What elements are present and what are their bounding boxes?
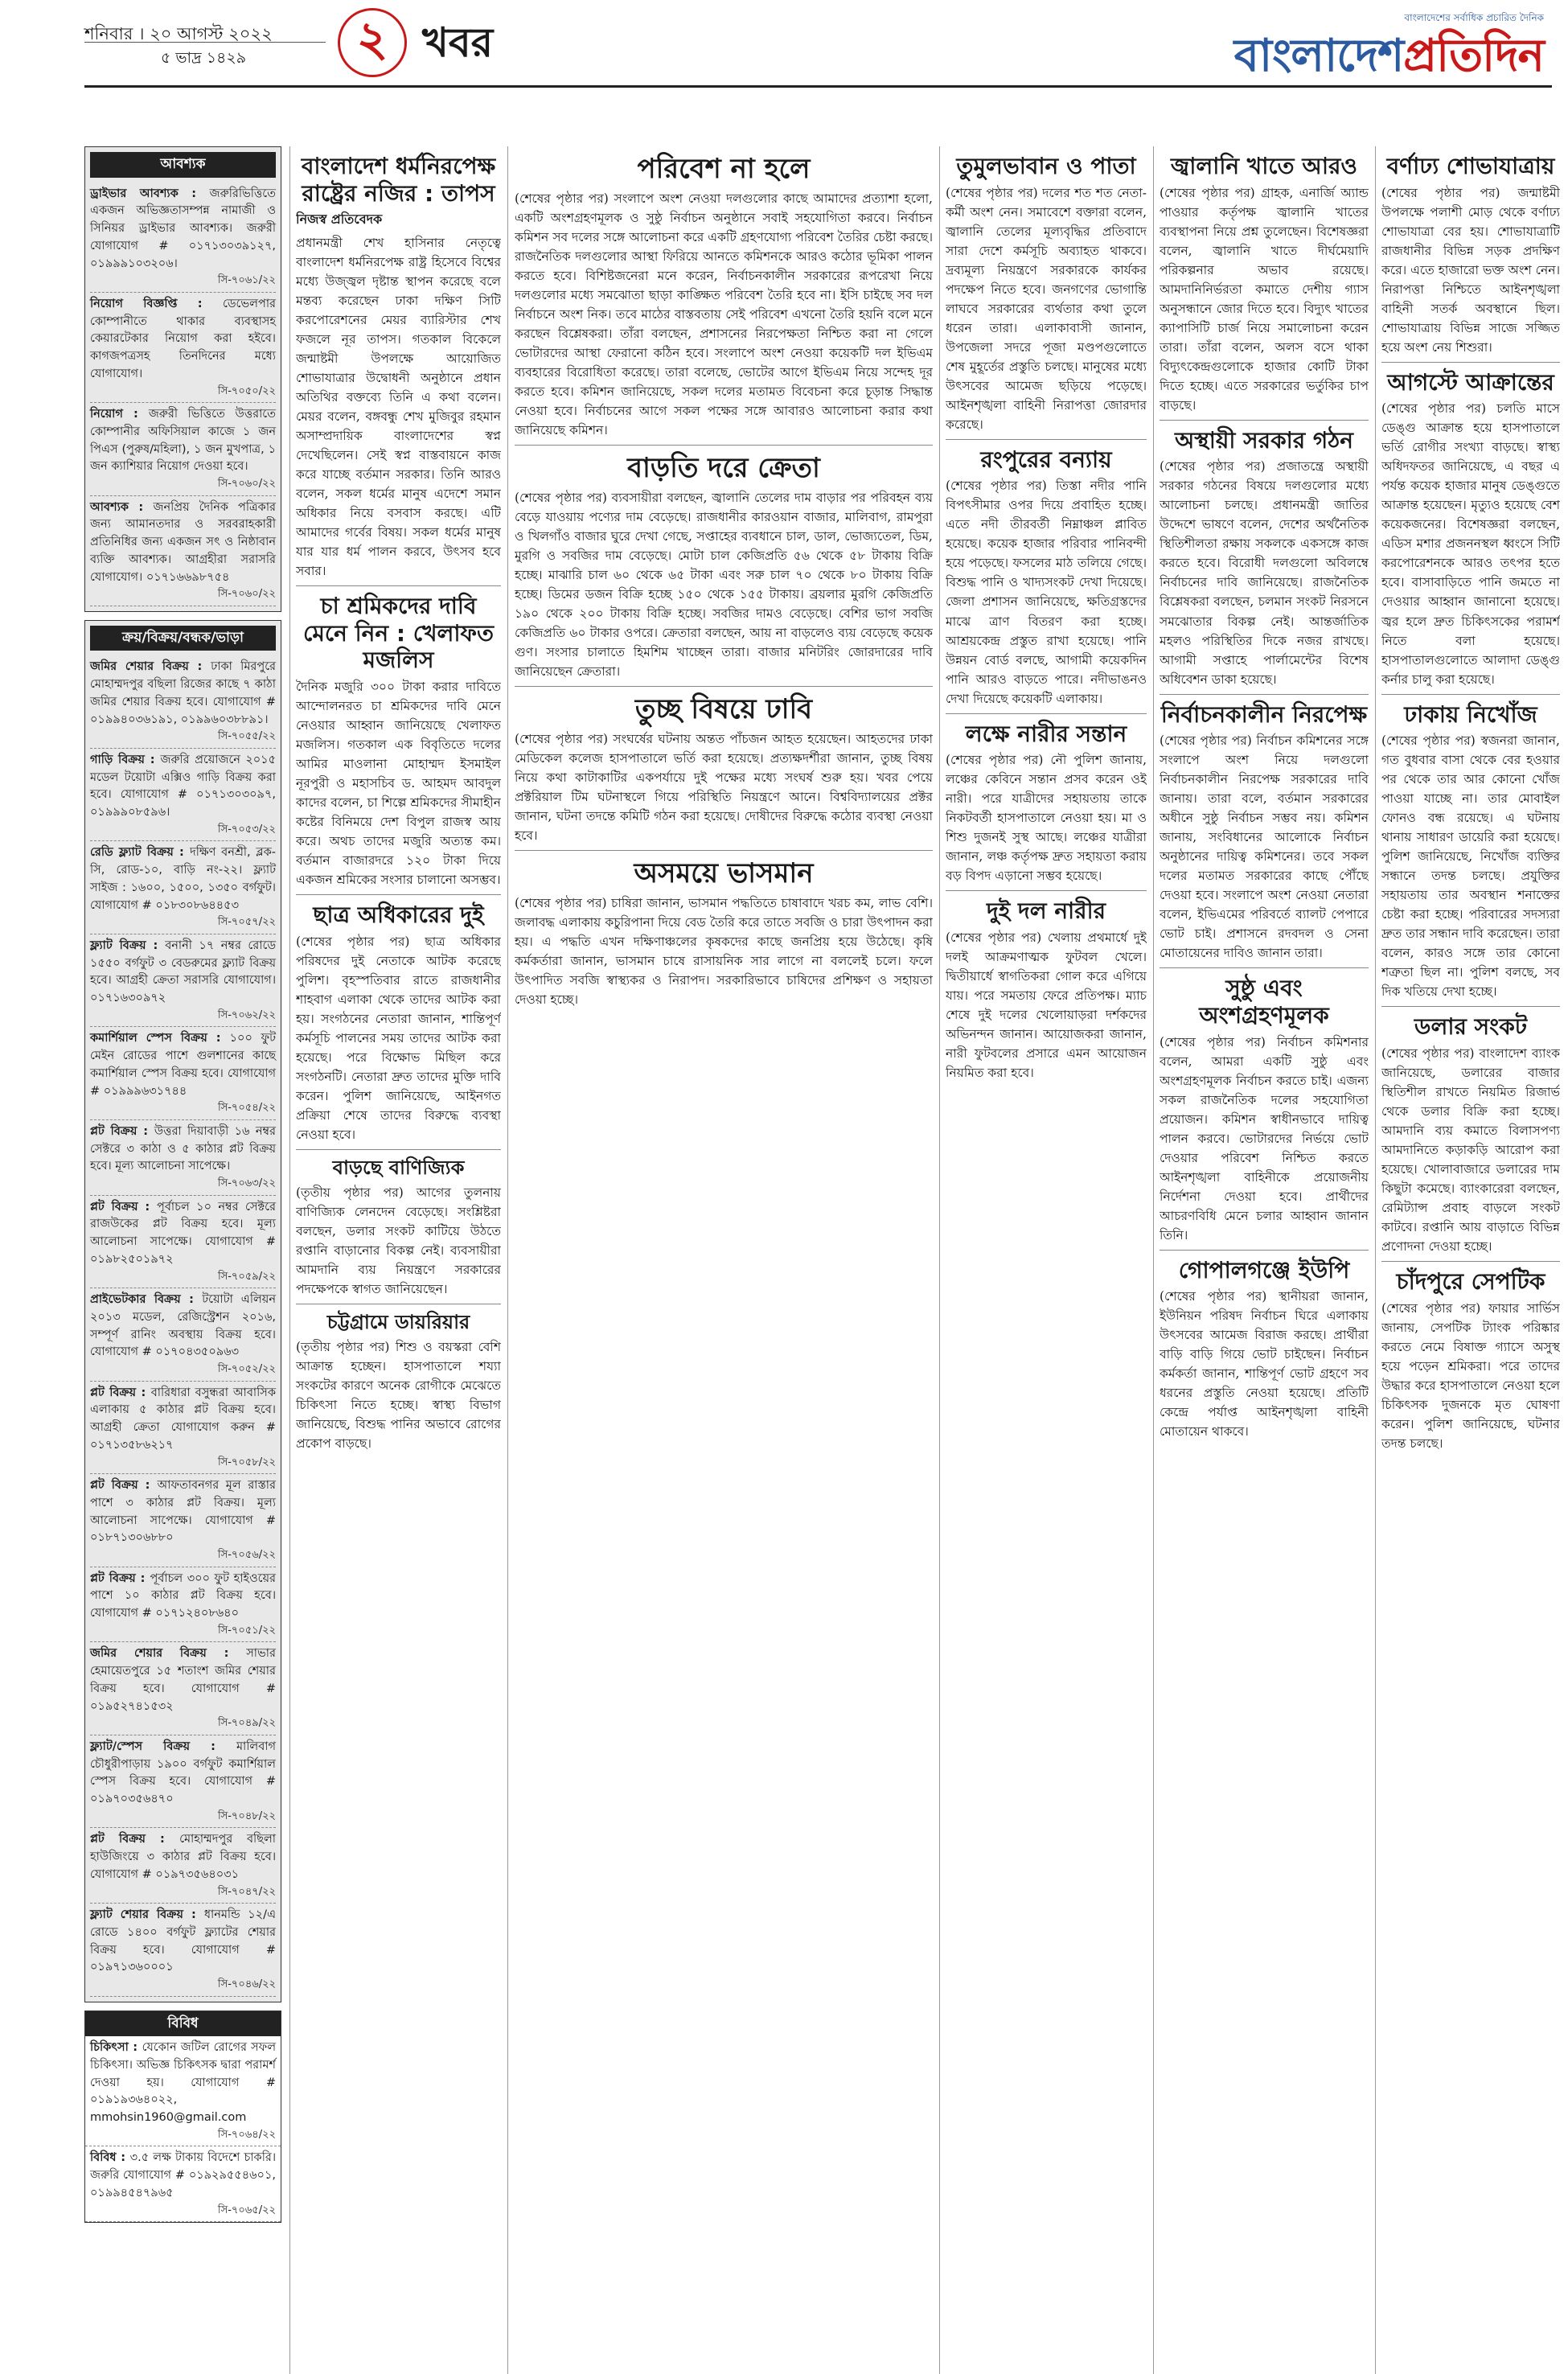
article-body: (শেষের পৃষ্ঠার পর) ব্যবসায়ীরা বলছেন, জ্বালানি তেলের দাম বাড়ার পর পরিবহন ব্যয় বেড়ে যাওয়ায় পণ্যের দাম বেড়েছে। রাজধানীর কারওয়ান বাজার, মালিবাগ, রামপুরা ও খিলগাঁও বাজার ঘুরে দেখা গেছে, সপ্তাহের ব্যবধানে চাল, ডাল, ভোজ্যতেল, ডিম, মুরগি ও সবজির দাম বেড়েছে। মোটা চাল কেজিপ্রতি ৫৬ থেকে ৫৮ টাকায় বিক্রি হচ্ছে। মাঝারি চাল ৬০ থেকে ৬৫ টাকা এবং সরু চাল ৭০ থেকে ৮০ টাকায় বিক্রি হচ্ছে। ডিমের ডজন বিক্রি হচ্ছে ১৫০ থেকে ১৫৫ টাকায়। ব্রয়লার মুরগি কেজিপ্রতি ১৯০ থেকে ২০০ টাকায় বিক্রি হচ্ছে। সবজির দামও বেড়েছে। বেশির ভাগ সবজি কেজিপ্রতি ৬০ টাকার ওপরে। ক্রেতারা বলছেন, আয় না বাড়লেও ব্যয় বেড়েছে কয়েক গুণ। সংসার চালাতে হিমশিম খাচ্ছেন তারা। বাজার মনিটরিং জোরদারের দাবি জানিয়েছেন ক্রেতারা। [515, 490, 933, 679]
ad-heading: ফ্ল্যাট শেয়ার বিক্রয় : [90, 1908, 204, 1921]
article-body: (শেষের পৃষ্ঠার পর) নির্বাচন কমিশনের সঙ্গে সংলাপে অংশ নিয়ে দলগুলো নির্বাচনকালীন নিরপেক্ষ সরকারের দাবি জানায়। তারা বলে, বর্তমান সরকারের অধীনে সুষ্ঠু নির্বাচন সম্ভব নয়। কমিশন জানায়, সংবিধানের আলোকে নির্বাচন অনুষ্ঠানের দায়িত্ব কমিশনের। তবে সকল দলের মতামত সরকারের কাছে পৌঁছে দেওয়া হবে। সংলাপে অংশ নেওয়া নেতারা বলেন, ইভিএমের পরিবর্তে ব্যালট পেপারে ভোট চাই। প্রশাসনে রদবদল ও সেনা মোতায়েনের দাবিও জানান তারা। [1160, 733, 1369, 961]
classified-ad [90, 496, 276, 606]
ad-heading: প্লট বিক্রয় : [90, 1479, 158, 1492]
ad-text: ধানমন্ডি ১২/এ রোডে ১৪০০ বর্গফুট ফ্ল্যাটের শেয়ার বিক্রয় হবে। যোগাযোগ # ০১৯৭১৩৬০০০১ [90, 1908, 277, 1974]
ad-code: সি-৭০৫৮/২২ [217, 1456, 276, 1468]
classified-ad [90, 655, 276, 749]
ad-code: সি-৭০৫১/২২ [217, 1624, 276, 1637]
classified-ad [90, 749, 276, 842]
ad-text: মালিবাগ চৌধুরীপাড়ায় ১৯০০ বর্গফুট কমার্শিয়াল স্পেস বিক্রয় হবে। যোগাযোগ # ০১৯৭০৩৫৬৪৭০ [90, 1739, 276, 1805]
classified-section-misc [84, 2011, 281, 2224]
ad-code: সি-৭০৬০/২২ [217, 588, 276, 601]
ad-text: জরুরী ভিত্তিতে উত্তরাতে কোম্পানীর অফিসিয়াল কাজে ১ জন পিএস (পুরুষ/মহিলা), ১ জন মুখপাত্র, ১ জন ক্যাশিয়ার নিয়োগ দেওয়া হবে। [90, 408, 277, 474]
ad-code: সি-৭০৬৫/২২ [217, 2204, 276, 2216]
column-divider [1153, 146, 1154, 2374]
page-number: ২ [338, 8, 407, 77]
ad-heading: চিকিৎসা : [90, 2041, 142, 2054]
column-divider [939, 146, 940, 2374]
headline-buyers: বাড়তি দরে ক্রেতা [627, 452, 820, 484]
ad-heading: নিয়োগ বিজ্ঞপ্তি : [90, 297, 223, 310]
article-body: (তৃতীয় পৃষ্ঠার পর) শিশু ও বয়স্করা বেশি আক্রান্ত হচ্ছেন। হাসপাতালে শয্যা সংকটের কারণে অনেক রোগীকে মেঝেতে চিকিৎসা নিতে হচ্ছে। স্বাস্থ্য বিভাগ জানিয়েছে, বিশুদ্ধ পানির অভাবে রোগের প্রকোপ বাড়ছে। [296, 1339, 501, 1451]
headline-floating-farming: অসময়ে ভাসমান [634, 856, 814, 889]
ad-heading: গাড়ি বিক্রয় : [90, 753, 161, 766]
ad-text: বনানী ১৭ নম্বর রোডে ১৫৫০ বর্গফুট ৩ বেডরুমের ফ্ল্যাট বিক্রয় হবে। আগ্রহী ক্রেতা সরাসরি যোগাযোগ। ০১৭১৬৩০৯৭২ [90, 939, 276, 1004]
ad-code: সি-৭০৬২/২২ [217, 1008, 276, 1021]
byline: নিজস্ব প্রতিবেদক [296, 212, 383, 228]
column-divider [507, 146, 508, 2374]
article-body: (শেষের পৃষ্ঠার পর) ছাত্র অধিকার পরিষদের দুই নেতাকে আটক করেছে পুলিশ। বৃহস্পতিবার রাতে রাজধানীর শাহবাগ এলাকা থেকে তাদের আটক করা হয়। সংগঠনের নেতারা জানান, শান্তিপূর্ণ কর্মসূচি পালনের সময় তাদের আটক করা হয়েছে। পরে বিক্ষোভ মিছিল করে সংগঠনটি। নেতারা দ্রুত তাদের মুক্তি দাবি করেন। পুলিশ জানিয়েছে, আইনগত প্রক্রিয়া শেষে তাদের বিরুদ্ধে ব্যবস্থা নেওয়া হবে। [296, 934, 501, 1142]
ad-text: জনপ্রিয় দৈনিক পত্রিকার জন্য আমানতদার ও সরবরাহকারী প্রতিনিধির জন্য একজন সৎ ও নিষ্ঠাবান ব্যক্তি আবশ্যক। আগ্রহীরা সরাসরি যোগাযোগ। ০১৭১৬৬৯৮৭৫৪ [90, 500, 276, 584]
article-divider [296, 585, 501, 586]
ad-code: সি-৭০৫৯/২২ [217, 1270, 276, 1283]
ad-heading: প্লট বিক্রয় : [90, 1386, 151, 1399]
ad-heading: প্লট বিক্রয় : [90, 1200, 158, 1214]
classified-ad [90, 1196, 276, 1289]
article-body: (শেষের পৃষ্ঠার পর) তিস্তা নদীর পানি বিপৎসীমার ওপর দিয়ে প্রবাহিত হচ্ছে। এতে নদী তীরবর্তী নিম্নাঞ্চল প্লাবিত হয়েছে। কয়েক হাজার পরিবার পানিবন্দী হয়ে পড়েছে। ফসলের মাঠ তলিয়ে গেছে। বিশুদ্ধ পানি ও খাদ্যসংকট দেখা দিয়েছে। জেলা প্রশাসন জানিয়েছে, ক্ষতিগ্রস্তদের মাঝে ত্রাণ বিতরণ করা হচ্ছে। আশ্রয়কেন্দ্র প্রস্তুত রাখা হয়েছে। পানি উন্নয়ন বোর্ড বলছে, আগামী কয়েকদিন পানি আরও বাড়তে পারে। নদীভাঙনও দেখা দিয়েছে কয়েকটি এলাকায়। [946, 478, 1147, 706]
ad-text: টয়োটা এলিয়ন ২০১৩ মডেল, রেজিস্ট্রেশন ২০১৬, সম্পূর্ণ রানিং অবস্থায় বিক্রয় হবে। যোগাযোগ # ০১৭০৪৩৫০৯৬৩ [90, 1293, 276, 1359]
bangla-date-line: ৫ ভাদ্র ১৪২৯ [161, 49, 247, 67]
classified-ad [90, 403, 276, 496]
ad-heading: ড্রাইভার আবশ্যক : [90, 187, 210, 200]
article-body: (শেষের পৃষ্ঠার পর) চলতি মাসে ডেঙ্গু আক্রান্ত হয়ে হাসপাতালে ভর্তি রোগীর সংখ্যা বাড়ছে। স্বাস্থ্য অধিদফতর জানিয়েছে, এ বছর এ পর্যন্ত কয়েক হাজার মানুষ ডেঙ্গুতে আক্রান্ত হয়েছেন। মৃত্যুও হয়েছে বেশ কয়েকজনের। বিশেষজ্ঞরা বলছেন, এডিস মশার প্রজননস্থল ধ্বংসে সিটি করপোরেশনকে আরও তৎপর হতে হবে। বাসাবাড়িতে পানি জমতে না দেওয়ার আহ্বান জানানো হয়েছে। জ্বর হলে দ্রুত চিকিৎসকের পরামর্শ নিতে বলা হয়েছে। হাসপাতালগুলোতে আলাদা ডেঙ্গু কর্নার চালু করা হয়েছে। [1381, 401, 1560, 687]
column-divider [289, 146, 290, 2374]
classified-ad [90, 183, 276, 293]
headline-dollar-crisis: ডলার সংকট [1414, 1013, 1528, 1041]
ad-text: মোহাম্মদপুর বছিলা হাউজিংয়ে ৩ কাঠার প্লট বিক্রয় হবে। যোগাযোগ # ০১৯৭৩৫৬৪০৩১ [90, 1833, 276, 1881]
article-divider [1381, 362, 1560, 363]
ad-heading: জমির শেয়ার বিক্রয় : [90, 660, 211, 674]
classified-column [84, 146, 281, 2374]
ad-heading: প্লট বিক্রয় : [90, 1124, 154, 1138]
article-divider [946, 439, 1147, 440]
headline-fair-election: সুষ্ঠু এবং অংশগ্রহণমূলক [1199, 975, 1329, 1029]
ad-text: সাভার হেমায়েতপুরে ১৫ শতাংশ জমির শেয়ার বিক্রয় হবে। যোগাযোগ # ০১৯৫২৭৪১৫৩২ [90, 1647, 276, 1713]
ad-code: সি-৭০৫৭/২২ [217, 916, 276, 929]
ads-wanted-list [90, 183, 276, 606]
ad-heading: ফ্ল্যাট/স্পেস বিক্রয় : [90, 1739, 236, 1753]
classified-ad [90, 1120, 276, 1196]
ad-heading: প্লট বিক্রয় : [90, 1571, 150, 1585]
headline-tea-workers: চা শ্রমিকদের দাবি মেনে নিন : খেলাফত মজলিস [303, 593, 494, 674]
ad-heading: আবশ্যক : [90, 500, 154, 514]
headline-dhaka-missing: ঢাকায় নিখোঁজ [1404, 700, 1537, 728]
article-divider [296, 894, 501, 895]
ad-code: সি-৭০৪৭/২২ [217, 1885, 276, 1898]
classified-ad [85, 2146, 281, 2222]
article-body: (তৃতীয় পৃষ্ঠার পর) আগের তুলনায় বাণিজ্যিক লেনদেন বেড়েছে। সংশ্লিষ্টরা বলছেন, ডলার সংকট কাটিয়ে উঠতে রপ্তানি বাড়ানোর বিকল্প নেই। ব্যবসায়ীরা আমদানি ব্যয় নিয়ন্ত্রণে সরকারের পদক্ষেপকে স্বাগত জানিয়েছেন। [296, 1185, 501, 1296]
classified-ad [90, 1567, 276, 1643]
headline-gopalganj-up: গোপালগঞ্জে ইউপি [1178, 1256, 1350, 1284]
classified-section-sale [84, 620, 281, 2002]
ad-text: পূর্বাচল ৩০০ ফুট হাইওয়ের পাশে ১০ কাঠার প্লট বিক্রয় হবে। যোগাযোগ # ০১৭১২৪০৮৬৪০ [90, 1571, 276, 1620]
article-body: (শেষের পৃষ্ঠার পর) স্বজনরা জানান, গত বুধবার বাসা থেকে বের হওয়ার পর থেকে তার আর কোনো খোঁজ পাওয়া যাচ্ছে না। তার মোবাইল ফোনও বন্ধ রয়েছে। এ ঘটনায় থানায় সাধারণ ডায়েরি করা হয়েছে। পুলিশ জানিয়েছে, নিখোঁজ ব্যক্তির সন্ধানে তদন্ত চলছে। প্রযুক্তির সহায়তায় তার অবস্থান শনাক্তের চেষ্টা করা হচ্ছে। পরিবারের সদস্যরা দ্রুত তার সন্ধান দাবি করেছেন। তারা বলেন, কারও সঙ্গে তার কোনো শত্রুতা ছিল না। পুলিশ বলছে, সব দিক খতিয়ে দেখা হচ্ছে। [1381, 733, 1560, 1000]
ad-heading: প্লট বিক্রয় : [90, 1833, 180, 1846]
column-5 [1160, 146, 1369, 2374]
ad-code: সি-৭০৪৬/২২ [217, 1978, 276, 1990]
ad-text: উত্তরা দিয়াবাড়ী ১৬ নম্বর সেক্টরে ৩ কাঠা ও ৫ কাঠার প্লট বিক্রয় হবে। মূল্য আলোচনা সাপেক্ষে। [90, 1124, 276, 1173]
column-6 [1381, 146, 1560, 2374]
classified-ad [90, 934, 276, 1028]
ads-misc-list [85, 2036, 281, 2222]
article-body: (শেষের পৃষ্ঠার পর) স্থানীয়রা জানান, ইউনিয়ন পরিষদ নির্বাচন ঘিরে এলাকায় উৎসবের আমেজ বিরাজ করছে। প্রার্থীরা বাড়ি বাড়ি গিয়ে ভোট চাইছেন। নির্বাচন কর্মকর্তা জানান, শান্তিপূর্ণ ভোট গ্রহণে সব ধরনের প্রস্তুতি নেওয়া হয়েছে। প্রতিটি কেন্দ্রে পর্যাপ্ত আইনশৃঙ্খলা বাহিনী মোতায়েন থাকবে। [1160, 1289, 1369, 1440]
headline-ctg-diarrhoea: চট্টগ্রামে ডায়রিয়ার [326, 1310, 470, 1333]
article-body: দৈনিক মজুরি ৩০০ টাকা করার দাবিতে আন্দোলনরত চা শ্রমিকদের দাবি মেনে নেওয়ার আহ্বান জানিয়েছে খেলাফত মজলিস। গতকাল এক বিবৃতিতে দলের আমির মাওলানা মোহাম্মদ ইসমাইল নূরপুরী ও মহাসচিব ড. আহমদ আবদুল কাদের বলেন, চা শিল্পে শ্রমিকদের সীমাহীন কষ্টের বিনিময়ে দেশ বিপুল রাজস্ব আয় করে। অথচ তাদের মজুরি অত্যন্ত কম। বর্তমান বাজারদরে ১২০ টাকা দিয়ে একজন শ্রমিকের সংসার চালানো অসম্ভব। [296, 680, 501, 888]
page-header [84, 6, 1552, 153]
header-rule-small [84, 42, 326, 43]
article-divider [515, 850, 933, 851]
ad-code: সি-৭০৬০/২২ [217, 478, 276, 490]
classified-ad [90, 293, 276, 403]
logo-part-1: বাংলাদেশ [1233, 30, 1404, 82]
article-divider [1160, 694, 1369, 695]
ad-text: জরুরিভিত্তিতে একজন অভিজ্ঞতাসম্পন্ন নামাজী ও সিনিয়র ড্রাইভার আবশ্যক। জরুরী যোগাযোগ # ০১৭১৩০৩৯১২৭, ০১৯৯৯১০৩২০৬। [90, 187, 276, 270]
ad-text: ১০০ ফুট মেইন রোডের পাশে গুলশানের কাছে কমার্শিয়াল স্পেস বিক্রয় হবে। যোগাযোগ # ০১৯৯৯৬৩১৭৪৪ [90, 1032, 276, 1098]
ad-heading: রেডি ফ্ল্যাট বিক্রয় : [90, 846, 191, 860]
ad-code: সি-৭০৪৮/২২ [217, 1809, 276, 1822]
ad-code: সি-৭০৫০/২২ [217, 384, 276, 397]
classified-ad [90, 1288, 276, 1382]
headline-environment: পরিবেশ না হলে [637, 153, 811, 185]
ad-code: সি-৭০৫২/২২ [217, 1363, 276, 1375]
ad-code: সি-৭০৫৪/২২ [217, 1102, 276, 1115]
ad-code: সি-৭০৬৩/২২ [217, 1177, 276, 1189]
headline-launch-birth: লক্ষে নারীর সন্তান [965, 720, 1127, 747]
article-body: (শেষের পৃষ্ঠার পর) খেলায় প্রথমার্ধে দুই দলই আক্রমণাত্মক ফুটবল খেলে। দ্বিতীয়ার্ধে স্বাগতিকরা গোল করে এগিয়ে যায়। পরে সমতায় ফেরে প্রতিপক্ষ। ম্যাচ শেষে দুই দলের খেলোয়াড়রা দর্শকদের অভিনন্দন জানান। আয়োজকরা জানান, নারী ফুটবলের প্রসারে এমন আয়োজন নিয়মিত করা হবে। [946, 930, 1147, 1080]
article-divider [515, 686, 933, 687]
ad-text: দক্ষিণ বনশ্রী, ব্লক- সি, রোড-১০, বাড়ি নং-২২। ফ্ল্যাট সাইজ : ১৬০০, ১৫০০, ১৩৫০ বর্গফুট। যোগাযোগ # ০১৮৩০৮৬৪৪৫৩ [90, 846, 276, 912]
headline-col4-1: তুমুলভাবান ও পাতা [956, 153, 1136, 179]
article-divider [1381, 1261, 1560, 1262]
ad-code: সি-৭০৪৯/২২ [217, 1717, 276, 1730]
classified-ad [85, 2036, 281, 2146]
ad-text: পূর্বাচল ১০ নম্বর সেক্টরে রাজউকের প্লট বিক্রয় হবে। মূল্য আলোচনা সাপেক্ষে। যোগাযোগ # ০১৯৮২৫০১৯৭২ [90, 1200, 276, 1266]
classified-ad [90, 1828, 276, 1904]
ads-sale-list [90, 655, 276, 1996]
page-title: খবর [422, 19, 494, 66]
article-divider [946, 713, 1147, 714]
classified-ad [90, 1735, 276, 1829]
article-body: (শেষের পৃষ্ঠার পর) নৌ পুলিশ জানায়, লঞ্চের কেবিনে সন্তান প্রসব করেন ওই নারী। পরে যাত্রীদের সহায়তায় তাকে নিকটবর্তী হাসপাতালে নেওয়া হয়। মা ও শিশু দুজনই সুস্থ আছে। লঞ্চের যাত্রীরা জানান, লঞ্চ কর্তৃপক্ষ দ্রুত সহায়তা করায় বড় বিপদ এড়ানো সম্ভব হয়েছে। [946, 753, 1147, 884]
column-4 [946, 146, 1147, 2374]
classified-ad [90, 1382, 276, 1475]
ad-text: যেকোন জটিল রোগের সফল চিকিৎসা। অভিজ্ঞ চিকিৎসক দ্বারা পরামর্শ দেওয়া হয়। যোগাযোগ # ০১৯১৯৩৬৪০২২, mmohsin1960@gmail.com [90, 2041, 276, 2124]
article-body: (শেষের পৃষ্ঠার পর) ফায়ার সার্ভিস জানায়, সেপটিক ট্যাংক পরিষ্কার করতে নেমে বিষাক্ত গ্যাসে অসুস্থ হয়ে পড়েন শ্রমিকরা। পরে তাদের উদ্ধার করে হাসপাতালে নেওয়া হলে চিকিৎসক দুজনকে মৃত ঘোষণা করেন। পুলিশ জানিয়েছে, ঘটনার তদন্ত চলছে। [1381, 1300, 1560, 1451]
article-divider [515, 445, 933, 446]
headline-student-rights: ছাত্র অধিকারের দুই [313, 902, 484, 929]
headline-neutral-gov: নির্বাচনকালীন নিরপেক্ষ [1160, 700, 1368, 728]
column-divider [1375, 146, 1376, 2374]
article-body: (শেষের পৃষ্ঠার পর) দলের শত শত নেতা-কর্মী অংশ নেন। সমাবেশে বক্তারা বলেন, জ্বালানি তেলের মূল্যবৃদ্ধির প্রতিবাদে সারা দেশে কর্মসূচি অব্যাহত থাকবে। দ্রব্যমূল্য নিয়ন্ত্রণে সরকারকে কার্যকর পদক্ষেপ নিতে হবে। জনগণের ভোগান্তি লাঘবে সরকারের ব্যর্থতার কথা তুলে ধরেন তারা। এলাকাবাসী জানান, উপজেলা সদরে পূজা মণ্ডপগুলোতে শেষ মুহূর্তের প্রস্তুতি চলছে। মানুষের মধ্যে উৎসবের আমেজ ছড়িয়ে পড়েছে। আইনশৃঙ্খলা বাহিনী নিরাপত্তা জোরদার করেছে। [946, 185, 1147, 432]
headline-du: তুচ্ছ বিষয়ে ঢাবি [634, 692, 813, 725]
ad-code: সি-৭০৫৫/২২ [217, 730, 276, 743]
article-divider [1381, 1006, 1560, 1007]
ad-text: বারিধারা বসুন্ধরা আবাসিক এলাকায় ৫ কাঠার প্লট বিক্রয় হবে। আগ্রহী ক্রেতা যোগাযোগ করুন # ০১৭১৩৫৮৬২১৭ [90, 1386, 276, 1452]
classified-ad [90, 1474, 276, 1567]
article-divider [946, 890, 1147, 891]
column-3 [515, 146, 933, 2374]
classified-ad [90, 841, 276, 934]
column-2 [296, 146, 501, 2374]
headline-chandpur-septic: চাঁদপুরে সেপটিক [1396, 1268, 1545, 1296]
article-body: (শেষের পৃষ্ঠার পর) গ্রাহক, এনার্জি অ্যান্ড পাওয়ার কর্তৃপক্ষ জ্বালানি খাতের ব্যবস্থাপনা নিয়ে প্রশ্ন তুলেছেন। বিশেষজ্ঞরা বলেন, জ্বালানি খাতে দীর্ঘমেয়াদি পরিকল্পনার অভাব রয়েছে। আমদানিনির্ভরতা কমাতে দেশীয় গ্যাস অনুসন্ধানে জোর দিতে হবে। বিদ্যুৎ খাতের ক্যাপাসিটি চার্জ নিয়ে সমালোচনা করেন তারা। তাঁরা বলেন, অলস বসে থাকা বিদ্যুৎকেন্দ্রগুলোকে হাজার কোটি টাকা দিতে হচ্ছে। এতে সরকারের ভর্তুকির চাপ বাড়ছে। [1160, 185, 1369, 413]
headline-tapas: বাংলাদেশ ধর্মনিরপেক্ষ রাষ্ট্রের নজির : তাপস [301, 153, 496, 207]
header-rule [84, 85, 1552, 88]
headline-rangpur-flood: রংপুরের বন্যায় [980, 446, 1112, 473]
article-body: (শেষের পৃষ্ঠার পর) সংঘর্ষের ঘটনায় অন্তত পাঁচজন আহত হয়েছেন। আহতদের ঢাকা মেডিকেল কলেজ হাসপাতালে ভর্তি করা হয়েছে। প্রত্যক্ষদর্শীরা জানান, তুচ্ছ বিষয় নিয়ে কথা কাটাকাটির একপর্যায়ে দুই পক্ষের মধ্যে সংঘর্ষ শুরু হয়। খবর পেয়ে প্রক্টরিয়াল টিম ঘটনাস্থলে গিয়ে পরিস্থিতি নিয়ন্ত্রণে আনে। বিশ্ববিদ্যালয়ের প্রক্টর জানান, ঘটনা তদন্তে কমিটি গঠন করা হয়েছে। দোষীদের বিরুদ্ধে কঠোর ব্যবস্থা নেওয়া হবে। [515, 731, 933, 843]
article-divider [1381, 694, 1560, 695]
article-divider [1160, 967, 1369, 968]
ad-heading: বিবিধ : [90, 2151, 130, 2165]
ad-text: ৩.৫ লক্ষ টাকায় বিদেশে চাকরি। জরুরি যোগাযোগ # ০১৯২৯৫৫৪৬০১, ০১৯৯৪৫৪৭৯৬৫ [90, 2151, 277, 2199]
article-body: প্রধানমন্ত্রী শেখ হাসিনার নেতৃত্বে বাংলাদেশ ধর্মনিরপেক্ষ রাষ্ট্র হিসেবে বিশ্বের মধ্যে উজ্জ্বল দৃষ্টান্ত স্থাপন করেছে বলে মন্তব্য করেছেন ঢাকা দক্ষিণ সিটি করপোরেশনের মেয়র ব্যারিস্টার শেখ ফজলে নূর তাপস। গতকাল বিকেলে জন্মাষ্টমী উপলক্ষে আয়োজিত শোভাযাত্রার উদ্বোধনী অনুষ্ঠানে প্রধান অতিথির বক্তব্যে তিনি এ কথা বলেন। মেয়র বলেন, বঙ্গবন্ধু শেখ মুজিবুর রহমান অসাম্প্রদায়িক বাংলাদেশের স্বপ্ন দেখেছিলেন। সেই স্বপ্ন বাস্তবায়নে কাজ করে যাচ্ছে বর্তমান সরকার। তিনি আরও বলেন, সকল ধর্মের মানুষ এদেশে সমান অধিকার নিয়ে বসবাস করছে। এটি আমাদের গর্বের বিষয়। সকল ধর্মের মানুষ যার যার ধর্ম পালন করবে, উৎসব হবে সবার। [296, 235, 501, 579]
ad-text: জরুরি প্রয়োজনে ২০১৫ মডেল টয়োটা এক্সিও গাড়ি বিক্রয় করা হবে। যোগাযোগ # ০১৭১৩০৩০৯৭, ০১৯৯৯০৮৫৯৬। [90, 753, 276, 819]
article-body: (শেষের পৃষ্ঠার পর) সংলাপে অংশ নেওয়া দলগুলোর কাছে আমাদের প্রত্যাশা হলো, একটি অংশগ্রহণমূলক ও সুষ্ঠু নির্বাচন অনুষ্ঠানে সবাই সহযোগিতা করবে। নির্বাচন কমিশন সব দলের সঙ্গে আলোচনা করে একটি গ্রহণযোগ্য পরিবেশ তৈরির চেষ্টা করছে। রাজনৈতিক দলগুলোর আস্থা ফিরিয়ে আনতে কমিশনকে আরও কঠোর ভূমিকা পালন করতে হবে। বিশিষ্টজনেরা মনে করেন, নির্বাচনকালীন সরকারের রূপরেখা নিয়ে দলগুলোর মধ্যে সমঝোতা ছাড়া কাঙ্ক্ষিত পরিবেশ তৈরি হবে না। ইসি চাইছে সব দল নির্বাচনে অংশ নিক। তবে মাঠের বাস্তবতায় সেই পরিবেশ এখনো তৈরি হয়নি বলে মনে করছেন বিশ্লেষকরা। তাঁরা বলছেন, প্রশাসনের নিরপেক্ষতা নিশ্চিত করা না গেলে ভোটারদের আস্থা ফেরানো কঠিন হবে। সংলাপে অংশ নেওয়া কয়েকটি দল ইভিএম ব্যবহারের বিরোধিতা করেছে। তারা বলেছে, ভোটের আগে ইভিএম নিয়ে সন্দেহ দূর করতে হবে। কমিশন জানিয়েছে, সকল দলের মতামত বিবেচনা করে চূড়ান্ত সিদ্ধান্ত নেওয়া হবে। নির্বাচনের আগে সকল পক্ষের সঙ্গে আবারও আলোচনা করার কথা জানিয়েছে কমিশন। [515, 191, 933, 437]
article-divider [296, 1149, 501, 1150]
headline-fuel-sector: জ্বালানি খাতে আরও [1171, 153, 1357, 179]
article-divider [1160, 420, 1369, 421]
article-body: (শেষের পৃষ্ঠার পর) চাষিরা জানান, ভাসমান পদ্ধতিতে চাষাবাদে খরচ কম, লাভ বেশি। জলাবদ্ধ এলাকায় কচুরিপানা দিয়ে বেড তৈরি করে তাতে সবজি ও চারা উৎপাদন করা হয়। এ পদ্ধতি এখন দক্ষিণাঞ্চলের কৃষকদের কাছে জনপ্রিয় হয়ে উঠেছে। কৃষি কর্মকর্তারা জানান, ভাসমান চাষে রাসায়নিক সার লাগে না বললেই চলে। ফলে উৎপাদিত সবজি স্বাস্থ্যকর ও নিরাপদ। সরকারিভাবে চাষিদের প্রশিক্ষণ ও সহায়তা দেওয়া হচ্ছে। [515, 895, 933, 1007]
article-body: (শেষের পৃষ্ঠার পর) প্রজাতন্ত্রে অস্থায়ী সরকার গঠনের বিষয়ে দলগুলোর মধ্যে আলোচনা চলছে। প্রধানমন্ত্রী জাতির উদ্দেশে ভাষণে বলেন, দেশের অর্থনৈতিক স্থিতিশীলতা রক্ষায় সকলকে একসঙ্গে কাজ করতে হবে। বিরোধী দলগুলো অবিলম্বে নির্বাচনের দাবি জানিয়েছে। রাজনৈতিক বিশ্লেষকরা বলছেন, চলমান সংকট নিরসনে সমঝোতার বিকল্প নেই। আন্তর্জাতিক মহলও পরিস্থিতির দিকে নজর রাখছে। আগামী সপ্তাহে পার্লামেন্টের বিশেষ অধিবেশন ডাকা হয়েছে। [1160, 459, 1369, 687]
article-body: (শেষের পৃষ্ঠার পর) নির্বাচন কমিশনার বলেন, আমরা একটি সুষ্ঠু এবং অংশগ্রহণমূলক নির্বাচন করতে চাই। এজন্য সকল রাজনৈতিক দলের সহযোগিতা প্রয়োজন। কমিশন স্বাধীনভাবে দায়িত্ব পালন করবে। ভোটারদের নির্ভয়ে ভোট দেওয়ার পরিবেশ নিশ্চিত করতে আইনশৃঙ্খলা বাহিনীকে প্রয়োজনীয় নির্দেশনা দেওয়া হবে। প্রার্থীদের আচরণবিধি মেনে চলার আহ্বান জানান তিনি। [1160, 1034, 1369, 1242]
article-body: (শেষের পৃষ্ঠার পর) জন্মাষ্টমী উপলক্ষে পলাশী মোড় থেকে বর্ণাঢ্য শোভাযাত্রা বের হয়। শোভাযাত্রাটি রাজধানীর বিভিন্ন সড়ক প্রদক্ষিণ করে। এতে হাজারো ভক্ত অংশ নেন। নিরাপত্তা নিশ্চিতে আইনশৃঙ্খলা বাহিনী সতর্ক অবস্থানে ছিল। শোভাযাত্রায় বিভিন্ন সাজে সজ্জিত হয়ে অংশ নেয় শিশুরা। [1381, 185, 1560, 355]
ad-heading: প্রাইভেটকার বিক্রয় : [90, 1293, 203, 1306]
classified-section-wanted [84, 146, 281, 612]
article-body: (শেষের পৃষ্ঠার পর) বাংলাদেশ ব্যাংক জানিয়েছে, ডলারের বাজার স্থিতিশীল রাখতে নিয়মিত রিজার্ভ থেকে ডলার বিক্রি করা হচ্ছে। আমদানি ব্যয় কমাতে বিলাসপণ্য আমদানিতে কড়াকড়ি আরোপ করা হয়েছে। খোলাবাজারে ডলারের দাম কিছুটা কমেছে। ব্যাংকারেরা বলছেন, রেমিট্যান্স প্রবাহ বাড়লে সংকট কাটবে। রপ্তানি আয় বাড়াতে বিভিন্ন প্রণোদনা দেওয়া হচ্ছে। [1381, 1045, 1560, 1255]
headline-commercial: বাড়ছে বাণিজ্যিক [332, 1156, 465, 1179]
article-divider [1160, 1250, 1369, 1251]
ad-code: সি-৭০৫৩/২২ [217, 823, 276, 836]
headline-women-football: দুই দল নারীর [987, 897, 1106, 925]
ad-heading: ফ্ল্যাট বিক্রয় : [90, 939, 166, 952]
ad-heading: কমার্শিয়াল স্পেস বিক্রয় : [90, 1032, 230, 1045]
logo-part-2: প্রতিদিন [1403, 30, 1544, 82]
classified-ad [90, 1642, 276, 1735]
section-title-misc: বিবিধ [85, 2011, 281, 2037]
ad-text: আফতাবনগর মূল রাস্তার পাশে ৩ কাঠার প্লট বিক্রয়। মূল্য আলোচনা সাপেক্ষে। যোগাযোগ # ০১৮৭১৩০৬৮৮০ [90, 1479, 276, 1545]
ad-code: সি-৭০৬১/২২ [217, 274, 276, 287]
logo-tagline: বাংলাদেশের সর্বাধিক প্রচারিত দৈনিক [1404, 12, 1544, 23]
ad-heading: নিয়োগ : [90, 408, 149, 421]
ad-heading: জমির শেয়ার বিক্রয় : [90, 1647, 247, 1661]
date-line: শনিবার । ২০ আগস্ট ২০২২ [84, 24, 273, 43]
classified-ad [90, 1027, 276, 1120]
ad-text: ডেভেলপার কোম্পানীতে থাকার ব্যবস্থাসহ কেয়ারটেকার নিয়োগ করা হইবে। কাগজপত্রসহ তিনদিনের মধ্যে যোগাযোগ। [90, 297, 276, 380]
ad-code: সি-৭০৫৬/২২ [217, 1549, 276, 1561]
headline-august-dengue: আগস্টে আক্রান্তের [1387, 368, 1554, 396]
ad-code: সি-৭০৬৪/২২ [217, 2128, 276, 2141]
section-title-wanted: আবশ্যক [90, 152, 276, 178]
classified-ad [90, 1904, 276, 1997]
headline-procession: বর্ণাঢ্য শোভাযাত্রায় [1386, 153, 1555, 179]
headline-interim-gov: অস্থায়ী সরকার গঠন [1175, 426, 1353, 454]
ad-text: ঢাকা মিরপুরে মোহাম্মদপুর বছিলা রিজের কাছে ৭ কাঠা জমির শেয়ার বিক্রয় হবে। যোগাযোগ # ০১৯৯৪০৩৬১৯১, ০১৯৯৬০৩৮৮৯১। [90, 660, 276, 726]
section-title-sale: ক্রয়/বিক্রয়/বন্ধক/ভাড়া [90, 626, 276, 651]
